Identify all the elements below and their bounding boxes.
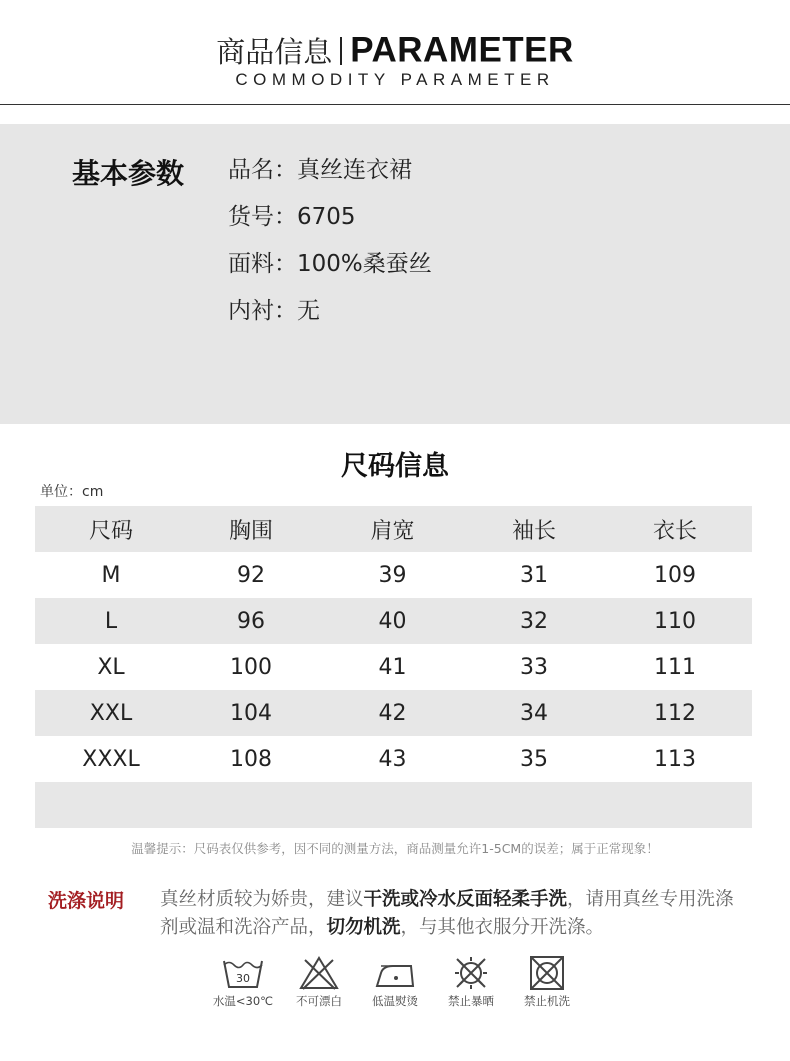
- care-label: 不可漂白: [296, 994, 342, 1008]
- cell-length: 110: [654, 608, 696, 634]
- wash-temp-number: 30: [236, 972, 250, 985]
- no-bleach-icon: [297, 955, 341, 991]
- cell-size: XXL: [89, 700, 133, 726]
- cell-size: M: [101, 562, 121, 588]
- table-row: [35, 644, 752, 690]
- size-unit: 单位：cm: [40, 484, 104, 500]
- care-item-no-bleach: [284, 955, 354, 1009]
- cell-size: L: [104, 608, 118, 634]
- cell-shoulder: 39: [378, 562, 407, 588]
- care-item-no-machine-wash: [512, 955, 582, 1009]
- col-header-shoulder: 肩宽: [370, 518, 415, 544]
- param-item-fabric: 面料：100%桑蚕丝: [228, 251, 432, 277]
- cell-sleeve: 34: [520, 700, 548, 726]
- size-table: [35, 506, 752, 828]
- no-machine-wash-icon: [525, 955, 569, 991]
- size-info-title: 尺码信息: [341, 451, 449, 482]
- cell-sleeve: 35: [520, 746, 548, 772]
- care-label: 禁止机洗: [524, 994, 570, 1008]
- cell-sleeve: 31: [520, 562, 548, 588]
- basic-params-list: [228, 155, 432, 343]
- care-item-no-sun: [436, 955, 506, 1009]
- title-english: PARAMETER: [350, 30, 574, 70]
- cell-sleeve: 32: [520, 608, 548, 634]
- care-item-wash-30: [208, 955, 278, 1009]
- cell-sleeve: 33: [520, 654, 548, 680]
- wash-text-part: 真丝材质较为娇贵，建议: [160, 889, 364, 910]
- title-divider: [340, 37, 342, 65]
- basic-params-panel: [0, 124, 790, 424]
- page-header: [0, 0, 790, 106]
- cell-bust: 96: [237, 608, 265, 634]
- cell-shoulder: 43: [378, 746, 407, 772]
- col-header-sleeve: 袖长: [511, 518, 556, 544]
- table-empty-row: [35, 782, 752, 828]
- cell-bust: 100: [230, 654, 272, 680]
- cell-shoulder: 40: [378, 608, 407, 634]
- cell-size: XXXL: [82, 746, 140, 772]
- header-divider-line: [0, 104, 790, 105]
- cell-bust: 92: [237, 562, 265, 588]
- param-item-lining: 内衬：无: [228, 298, 320, 324]
- title-chinese: 商品信息: [216, 35, 333, 69]
- cell-size: XL: [97, 654, 125, 680]
- size-table-header: [35, 506, 752, 552]
- wash-instructions-text: [160, 886, 750, 942]
- wash-text-part: ，请用真丝专用洗涤剂或温和洗浴产品，: [160, 889, 734, 938]
- col-header-length: 衣长: [652, 518, 697, 544]
- table-row: [35, 552, 752, 598]
- cell-length: 112: [654, 700, 696, 726]
- header-subtitle: COMMODITY PARAMETER: [235, 70, 555, 89]
- cell-bust: 108: [230, 746, 272, 772]
- care-icons: [208, 955, 578, 1015]
- wash-instructions-title: 洗涤说明: [48, 890, 125, 912]
- wash-text-emphasis: 切勿机洗: [326, 917, 401, 938]
- low-iron-icon: [371, 955, 419, 991]
- no-sun-dry-icon: [449, 955, 493, 991]
- care-label: 禁止暴晒: [448, 994, 494, 1008]
- wash-text-emphasis: 干洗或冷水反面轻柔手洗: [363, 889, 568, 910]
- cell-shoulder: 41: [378, 654, 407, 680]
- cell-length: 113: [654, 746, 696, 772]
- cell-bust: 104: [230, 700, 272, 726]
- care-label: 低温熨烫: [372, 994, 418, 1008]
- wash-tub-30-icon: [221, 955, 265, 991]
- table-row: [35, 690, 752, 736]
- basic-params-label: 基本参数: [72, 157, 185, 190]
- cell-shoulder: 42: [378, 700, 407, 726]
- header-title: [0, 30, 790, 71]
- wash-text-part: ，与其他衣服分开洗涤。: [400, 917, 605, 938]
- table-row: [35, 736, 752, 782]
- care-label: 水温<30℃: [212, 994, 274, 1008]
- col-header-bust: 胸围: [228, 518, 273, 544]
- col-header-size: 尺码: [88, 518, 133, 544]
- size-tip: 温馨提示：尺码表仅供参考，因不同的测量方法，商品测量允许1-5CM的误差；属于正常现象！: [131, 841, 659, 856]
- table-row: [35, 598, 752, 644]
- care-item-low-iron: [360, 955, 430, 1009]
- cell-length: 111: [654, 654, 696, 680]
- param-item-sku: 货号：6705: [228, 204, 356, 230]
- param-item-name: 品名：真丝连衣裙: [228, 157, 412, 183]
- cell-length: 109: [654, 562, 696, 588]
